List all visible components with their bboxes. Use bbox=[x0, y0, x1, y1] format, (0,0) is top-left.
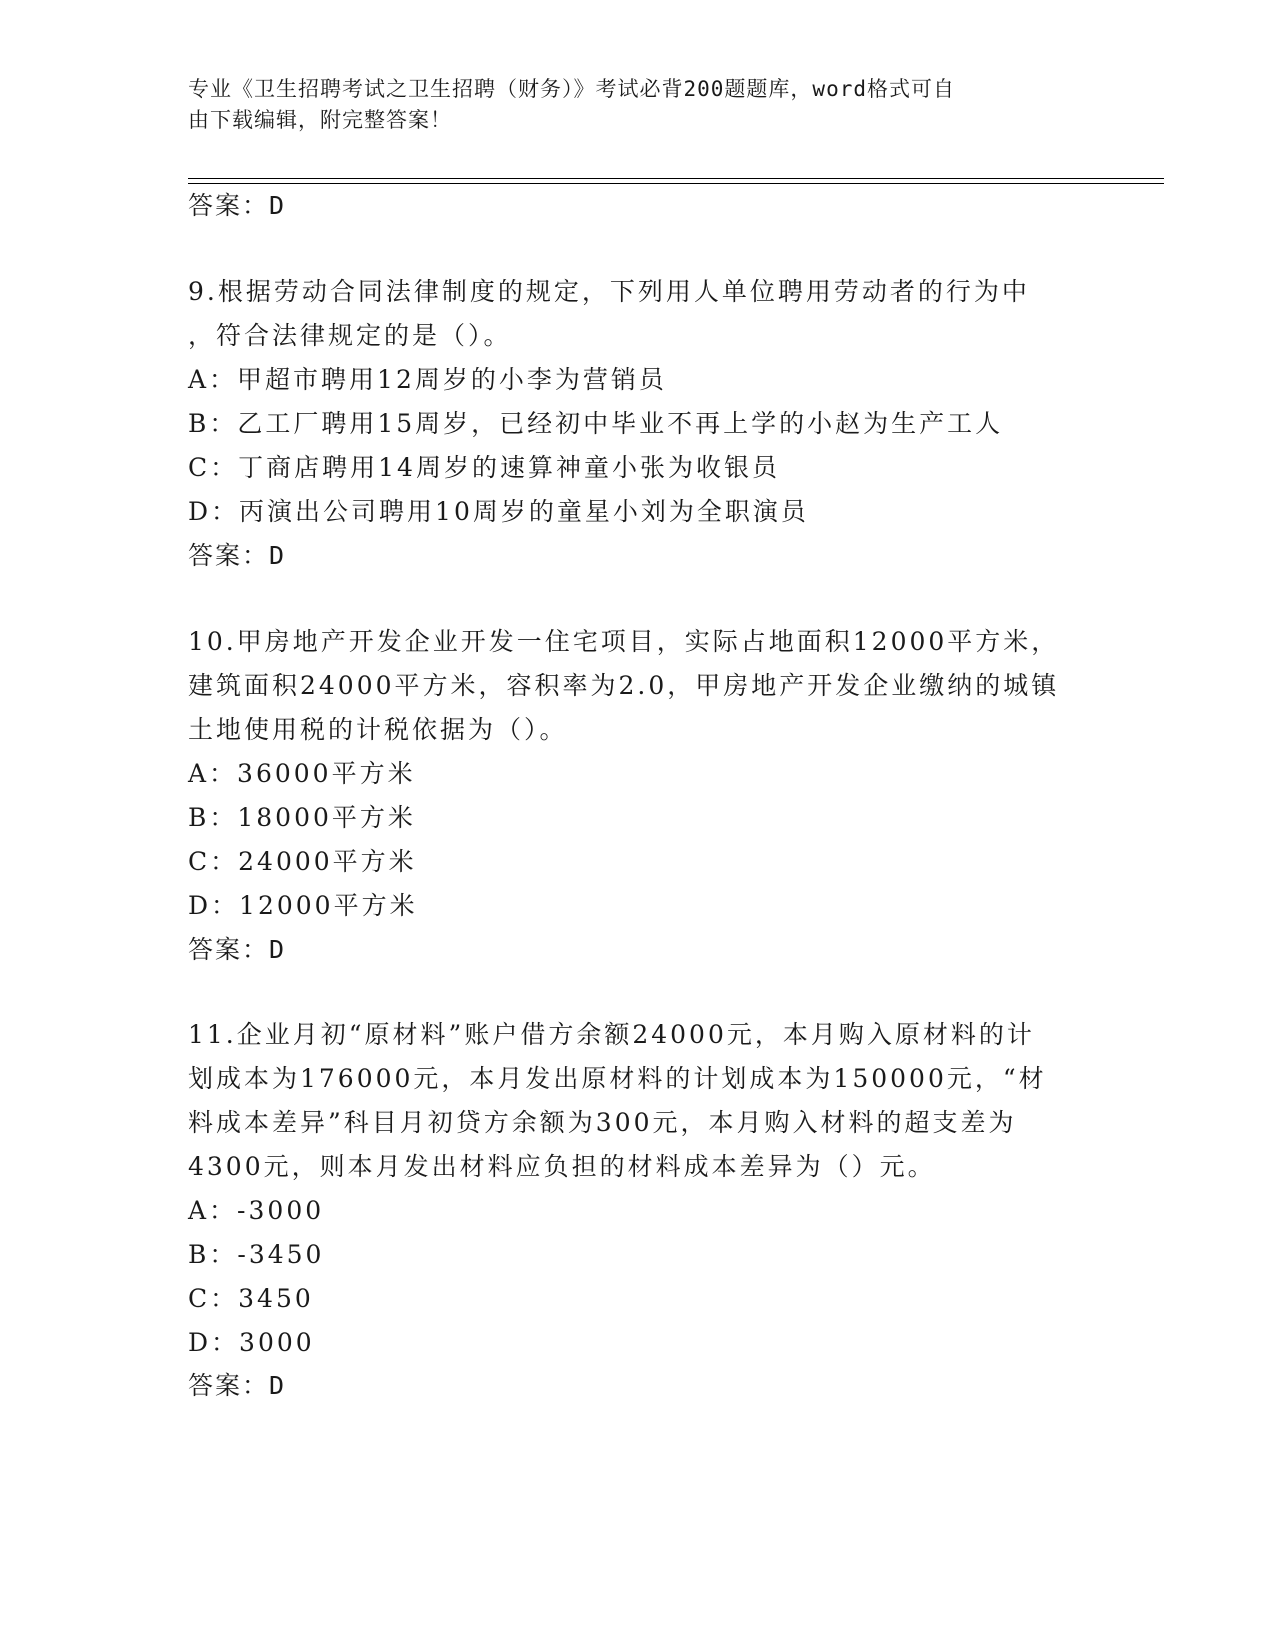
header-line: 由下载编辑，附完整答案！ bbox=[188, 108, 452, 132]
option-b: B：18000平方米 bbox=[188, 803, 416, 832]
option-a: A：-3000 bbox=[188, 1196, 325, 1225]
question-text: 9.根据劳动合同法律制度的规定，下列用人单位聘用劳动者的行为中 bbox=[188, 277, 1030, 306]
option-c: C：3450 bbox=[188, 1284, 314, 1313]
question-text: 料成本差异”科目月初贷方余额为300元，本月购入材料的超支差为 bbox=[188, 1108, 1017, 1137]
option-c: C：丁商店聘用14周岁的速算神童小张为收银员 bbox=[188, 453, 780, 482]
question-text: 土地使用税的计税依据为（）。 bbox=[188, 715, 568, 744]
option-b: B：-3450 bbox=[188, 1240, 325, 1269]
header-line: 专业《卫生招聘考试之卫生招聘（财务）》考试必背200题题库，word格式可自 bbox=[188, 77, 955, 101]
question-text: 10.甲房地产开发企业开发一住宅项目，实际占地面积12000平方米， bbox=[188, 627, 1060, 656]
answer-line: 答案：D bbox=[188, 191, 287, 220]
option-c: C：24000平方米 bbox=[188, 847, 417, 876]
header-divider bbox=[188, 178, 1164, 179]
answer-line: 答案：D bbox=[188, 541, 287, 570]
question-text: 建筑面积24000平方米，容积率为2.0，甲房地产开发企业缴纳的城镇 bbox=[188, 671, 1060, 700]
option-d: D：3000 bbox=[188, 1328, 315, 1357]
option-d: D：丙演出公司聘用10周岁的童星小刘为全职演员 bbox=[188, 497, 809, 526]
question-text: 4300元，则本月发出材料应负担的材料成本差异为（）元。 bbox=[188, 1152, 936, 1181]
question-text: ，符合法律规定的是（）。 bbox=[188, 321, 512, 350]
header-divider bbox=[188, 183, 1164, 184]
answer-line: 答案：D bbox=[188, 935, 287, 964]
question-text: 划成本为176000元，本月发出原材料的计划成本为150000元，“材 bbox=[188, 1064, 1047, 1093]
option-a: A：甲超市聘用12周岁的小李为营销员 bbox=[188, 365, 667, 394]
option-d: D：12000平方米 bbox=[188, 891, 418, 920]
option-b: B：乙工厂聘用15周岁，已经初中毕业不再上学的小赵为生产工人 bbox=[188, 409, 1004, 438]
answer-line: 答案：D bbox=[188, 1371, 287, 1400]
question-text: 11.企业月初“原材料”账户借方余额24000元，本月购入原材料的计 bbox=[188, 1020, 1035, 1049]
document-header bbox=[188, 74, 1088, 136]
option-a: A：36000平方米 bbox=[188, 759, 416, 788]
